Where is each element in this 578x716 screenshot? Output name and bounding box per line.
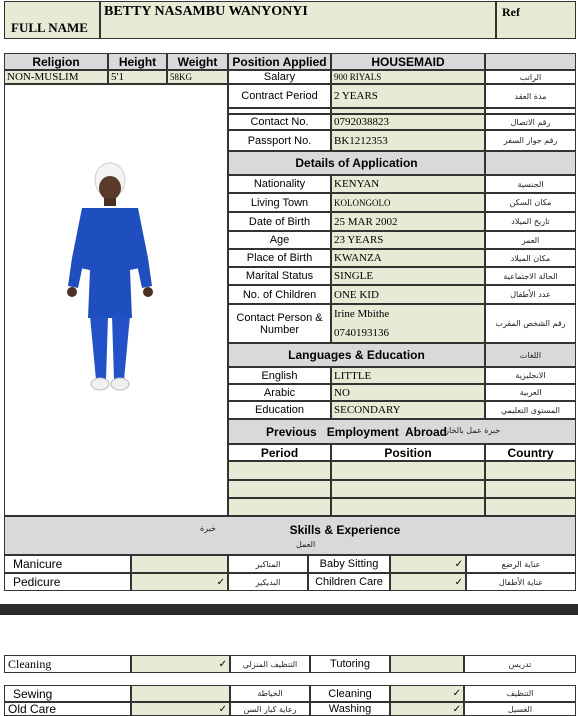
pedicure-label: Pedicure [4, 573, 131, 591]
country-column-header: Country [485, 444, 576, 461]
candidate-photo [60, 158, 160, 398]
passport-no-label: Passport No. [228, 130, 331, 151]
employment-row-2-period [228, 480, 331, 498]
tutoring-label: Tutoring [310, 655, 390, 673]
children-label: No. of Children [228, 285, 331, 304]
position-applied-header: Position Applied [228, 53, 331, 70]
height-value: 5'1 [108, 70, 167, 84]
age-value: 23 YEARS [331, 231, 485, 249]
nationality-arabic: الجنسية [485, 175, 576, 193]
cleaning-2-arabic: التنظيف [464, 685, 576, 702]
age-arabic: العمر [485, 231, 576, 249]
salary-arabic: الراتب [485, 70, 576, 84]
arabic-label: Arabic [228, 384, 331, 401]
children-arabic: عدد الأطفال [485, 285, 576, 304]
contact-no-arabic: رقم الاتصال [485, 114, 576, 130]
contract-period-label: Contract Period [228, 84, 331, 108]
arabic-arabic: العربية [485, 384, 576, 401]
details-section-arabic [485, 151, 576, 175]
passport-no-value: BK1212353 [331, 130, 485, 151]
skills-section-arabic-under: العمل [296, 540, 316, 549]
page-break [0, 604, 578, 615]
washing-label: Washing [310, 702, 390, 716]
nationality-label: Nationality [228, 175, 331, 193]
period-column-header: Period [228, 444, 331, 461]
position-applied-value: HOUSEMAID [331, 53, 485, 70]
full-name-label: FULL NAME [11, 20, 88, 35]
details-section-title: Details of Application [228, 151, 485, 175]
cleaning-label: Cleaning [4, 655, 131, 673]
employment-row-2-position [331, 480, 485, 498]
place-of-birth-arabic: مكان الميلاد [485, 249, 576, 267]
employment-section-arabic: خبرة عمل بالخارج [440, 426, 501, 435]
position-column-header: Position [331, 444, 485, 461]
pedicure-check[interactable]: ✓ [131, 573, 228, 591]
employment-row-3-period [228, 498, 331, 516]
old-care-label: Old Care [4, 702, 131, 716]
washing-check[interactable]: ✓ [390, 702, 464, 716]
children-care-label: Children Care [308, 573, 390, 591]
passport-no-arabic: رقم جواز السفر [485, 130, 576, 151]
living-town-arabic: مكان السكن [485, 193, 576, 212]
contract-period-arabic: مدة العقد [485, 84, 576, 108]
height-header: Height [108, 53, 167, 70]
baby-sitting-check[interactable]: ✓ [390, 555, 466, 573]
religion-header: Religion [4, 53, 108, 70]
employment-section-title: Previous Employment Abroad [266, 425, 447, 439]
full-name-value: BETTY NASAMBU WANYONYI [104, 4, 308, 19]
contact-person-arabic: رقم الشخص المقرب [485, 304, 576, 343]
contract-period-value: 2 YEARS [331, 84, 485, 108]
cleaning-arabic: التنظيف المنزلي [230, 655, 310, 673]
weight-header: Weight [167, 53, 228, 70]
religion-value: NON-MUSLIM [4, 70, 108, 84]
old-care-check[interactable]: ✓ [131, 702, 230, 716]
place-of-birth-value: KWANZA [331, 249, 485, 267]
date-of-birth-arabic: تاريخ الميلاد [485, 212, 576, 231]
employment-row-3-position [331, 498, 485, 516]
children-care-check[interactable]: ✓ [390, 573, 466, 591]
sewing-arabic: الخياطة [230, 685, 310, 702]
contact-no-value: 0792038823 [331, 114, 485, 130]
employment-row-1-position [331, 461, 485, 480]
age-label: Age [228, 231, 331, 249]
manicure-arabic: المناكير [228, 555, 308, 573]
employment-row-1-country [485, 461, 576, 480]
education-label: Education [228, 401, 331, 419]
ref-label: Ref [502, 5, 520, 19]
contact-no-label: Contact No. [228, 114, 331, 130]
nationality-value: KENYAN [331, 175, 485, 193]
date-of-birth-label: Date of Birth [228, 212, 331, 231]
position-arabic-cell [485, 53, 576, 70]
living-town-label: Living Town [228, 193, 331, 212]
education-value: SECONDARY [331, 401, 485, 419]
living-town-value: KOLONGOLO [331, 193, 485, 212]
english-label: English [228, 367, 331, 384]
washing-arabic: الغسيل [464, 702, 576, 716]
employment-row-2-country [485, 480, 576, 498]
contact-person-name: Irine Mbithe [334, 308, 390, 320]
date-of-birth-value: 25 MAR 2002 [331, 212, 485, 231]
place-of-birth-label: Place of Birth [228, 249, 331, 267]
sewing-check[interactable] [131, 685, 230, 702]
sewing-label: Sewing [4, 685, 131, 702]
baby-sitting-arabic: عناية الرضع [466, 555, 576, 573]
cleaning-check[interactable]: ✓ [131, 655, 230, 673]
marital-status-value: SINGLE [331, 267, 485, 285]
languages-section-arabic: اللغات [485, 343, 576, 367]
contact-person-label: Contact Person & Number [228, 304, 331, 343]
employment-row-3-country [485, 498, 576, 516]
children-value: ONE KID [331, 285, 485, 304]
cleaning-2-label: Cleaning [310, 685, 390, 702]
children-care-arabic: عناية الأطفال [466, 573, 576, 591]
cleaning-2-check[interactable]: ✓ [390, 685, 464, 702]
contact-person-phone: 0740193136 [334, 327, 389, 339]
marital-status-arabic: الحالة الاجتماعية [485, 267, 576, 285]
skills-section-title: Skills & Experience [289, 523, 401, 537]
old-care-arabic: رعاية كبار السن [230, 702, 310, 716]
pedicure-arabic: البديكير [228, 573, 308, 591]
baby-sitting-label: Baby Sitting [308, 555, 390, 573]
manicure-label: Manicure [4, 555, 131, 573]
marital-status-label: Marital Status [228, 267, 331, 285]
salary-value: 900 RIYALS [331, 70, 485, 84]
salary-label: Salary [228, 70, 331, 84]
weight-value: 58KG [167, 70, 228, 84]
employment-row-1-period [228, 461, 331, 480]
tutoring-check[interactable] [390, 655, 464, 673]
arabic-value: NO [331, 384, 485, 401]
languages-section-title: Languages & Education [228, 343, 485, 367]
english-arabic: الانجليزية [485, 367, 576, 384]
skills-section-arabic: خبرة [200, 524, 216, 533]
education-arabic: المستوى التعليمي [485, 401, 576, 419]
manicure-check[interactable] [131, 555, 228, 573]
english-value: LITTLE [331, 367, 485, 384]
tutoring-arabic: تدريس [464, 655, 576, 673]
